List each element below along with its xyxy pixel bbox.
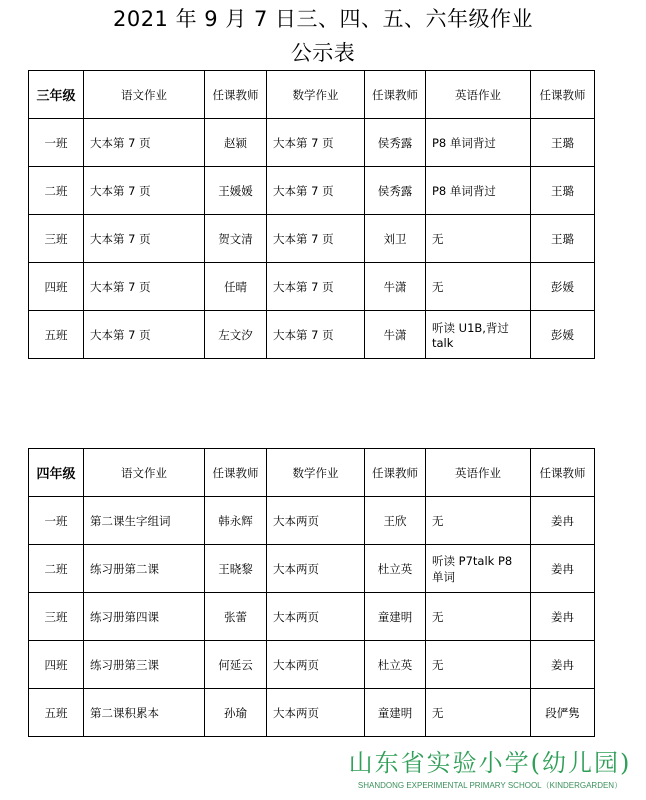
class-name: 五班 [29,311,84,359]
table-row [29,593,595,641]
chinese-teacher: 赵颍 [205,119,267,167]
math-teacher: 牛潇 [365,311,426,359]
table-row [29,641,595,689]
math-homework: 大本两页 [267,497,365,545]
header-english: 英语作业 [426,71,531,119]
table-header-row [29,71,595,119]
header-teacher: 任课教师 [205,449,267,497]
chinese-teacher: 孙瑜 [205,689,267,737]
math-homework: 大本第 7 页 [267,119,365,167]
english-teacher: 姜冉 [531,593,595,641]
header-english: 英语作业 [426,449,531,497]
math-homework: 大本两页 [267,593,365,641]
math-teacher: 童建明 [365,689,426,737]
math-teacher: 侯秀露 [365,119,426,167]
english-homework: 听读 P7talk P8 单词 [426,545,531,593]
english-teacher: 姜冉 [531,497,595,545]
chinese-teacher: 左文汐 [205,311,267,359]
english-homework: 无 [426,497,531,545]
class-name: 四班 [29,641,84,689]
math-homework: 大本第 7 页 [267,167,365,215]
header-chinese: 语文作业 [84,71,205,119]
english-homework: 无 [426,641,531,689]
math-teacher: 杜立英 [365,545,426,593]
english-teacher: 彭媛 [531,263,595,311]
class-name: 二班 [29,167,84,215]
header-teacher: 任课教师 [531,71,595,119]
table-row [29,545,595,593]
chinese-teacher: 贺文清 [205,215,267,263]
school-logo-chinese: 山东省实验小学(幼儿园) [348,749,632,777]
table-row [29,311,595,359]
math-homework: 大本第 7 页 [267,215,365,263]
chinese-homework: 练习册第二课 [84,545,205,593]
english-teacher: 王璐 [531,215,595,263]
table-row [29,215,595,263]
class-name: 一班 [29,119,84,167]
english-teacher: 段俨隽 [531,689,595,737]
table-header-row [29,449,595,497]
english-teacher: 姜冉 [531,545,595,593]
chinese-homework: 第二课生字组词 [84,497,205,545]
class-name: 四班 [29,263,84,311]
header-teacher: 任课教师 [205,71,267,119]
class-name: 三班 [29,215,84,263]
chinese-homework: 大本第 7 页 [84,167,205,215]
school-logo-english: SHANDONG EXPERIMENTAL PRIMARY SCHOOL（KINDERGARDEN） [357,781,623,790]
english-homework: 无 [426,215,531,263]
math-homework: 大本两页 [267,689,365,737]
chinese-homework: 练习册第三课 [84,641,205,689]
math-teacher: 王欣 [365,497,426,545]
table-row [29,497,595,545]
header-teacher: 任课教师 [365,449,426,497]
class-name: 三班 [29,593,84,641]
table-row [29,119,595,167]
school-logo [344,748,636,796]
header-math: 数学作业 [267,449,365,497]
chinese-teacher: 何延云 [205,641,267,689]
english-teacher: 彭媛 [531,311,595,359]
english-homework: 听读 U1B,背过 talk [426,311,531,359]
header-teacher: 任课教师 [365,71,426,119]
english-teacher: 姜冉 [531,641,595,689]
math-homework: 大本第 7 页 [267,263,365,311]
math-homework: 大本第 7 页 [267,311,365,359]
chinese-teacher: 王媛媛 [205,167,267,215]
header-teacher: 任课教师 [531,449,595,497]
chinese-teacher: 任晴 [205,263,267,311]
english-homework: 无 [426,593,531,641]
math-teacher: 童建明 [365,593,426,641]
chinese-homework: 大本第 7 页 [84,263,205,311]
class-name: 五班 [29,689,84,737]
math-teacher: 牛潇 [365,263,426,311]
math-teacher: 刘卫 [365,215,426,263]
english-homework: 无 [426,263,531,311]
grade-label: 四年级 [29,449,84,497]
english-homework: 无 [426,689,531,737]
page-subtitle: 公示表 [290,41,356,65]
english-teacher: 王璐 [531,167,595,215]
math-homework: 大本两页 [267,545,365,593]
math-teacher: 杜立英 [365,641,426,689]
grade-label: 三年级 [29,71,84,119]
table-row [29,689,595,737]
english-homework: P8 单词背过 [426,167,531,215]
chinese-teacher: 王晓黎 [205,545,267,593]
chinese-teacher: 张蕾 [205,593,267,641]
header-math: 数学作业 [267,71,365,119]
math-teacher: 侯秀露 [365,167,426,215]
chinese-teacher: 韩永辉 [205,497,267,545]
class-name: 一班 [29,497,84,545]
chinese-homework: 大本第 7 页 [84,311,205,359]
chinese-homework: 第二课积累本 [84,689,205,737]
grade4-homework-table [28,448,595,737]
english-teacher: 王璐 [531,119,595,167]
math-homework: 大本两页 [267,641,365,689]
grade3-homework-table [28,70,595,359]
table-row [29,263,595,311]
class-name: 二班 [29,545,84,593]
header-chinese: 语文作业 [84,449,205,497]
table-row [29,167,595,215]
chinese-homework: 大本第 7 页 [84,215,205,263]
chinese-homework: 练习册第四课 [84,593,205,641]
chinese-homework: 大本第 7 页 [84,119,205,167]
page-title: 2021 年 9 月 7 日三、四、五、六年级作业 [112,7,534,31]
english-homework: P8 单词背过 [426,119,531,167]
